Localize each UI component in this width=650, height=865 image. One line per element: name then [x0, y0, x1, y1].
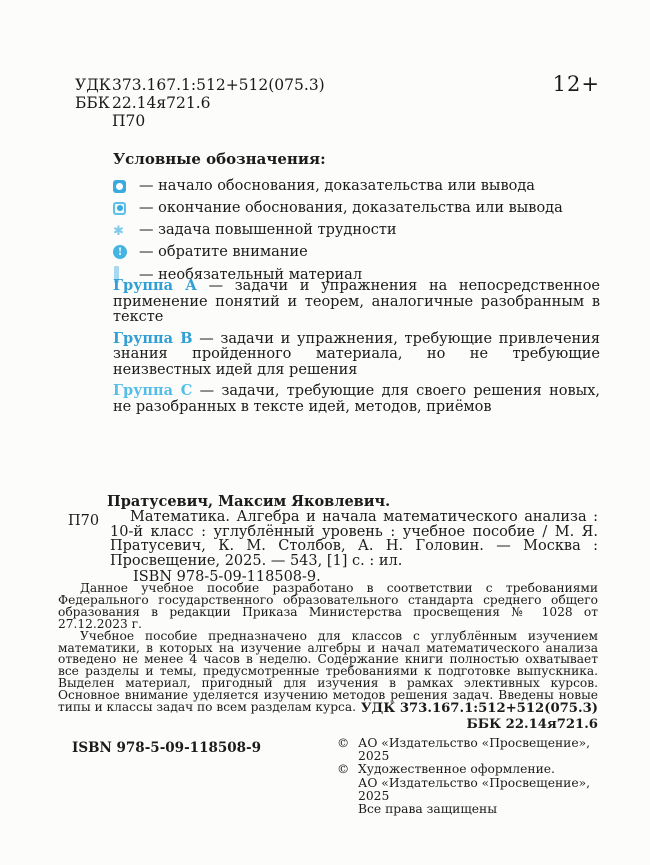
- group-b-paragraph: [113, 331, 600, 379]
- group-b-label: Группа В: [113, 329, 193, 347]
- group-b-text: — задачи и упражнения, требующие привлечения знания пройденного материала, но не требующие неизвестных идей для решения: [113, 330, 601, 378]
- begin-proof-icon: [113, 180, 126, 193]
- copyright-line: © Художественное оформление.: [337, 762, 555, 777]
- legend-item-text: — начало обоснования, доказательства или вывода: [139, 178, 535, 194]
- bottom-bibliographic-codes: [361, 701, 598, 733]
- legend-item-text: — окончание обоснования, доказательства или вывода: [139, 200, 563, 216]
- annotation-paragraph: Учебное пособие предназначено для классов с углублённым изучением математики, в которых на изучение алгебры и начал математического анализа отведено не менее 4 часов в неделю. Содержание книги полностью охватывает все разделы и темы, предусмотренные требованиями к подготовке выпускника. Выделен материал, пригодный для изучения в рамках элективных курсов. Основное внимание уделяется изучению методов решения задач. Введены новые типы и классы задач по всем разделам курса.: [58, 628, 598, 715]
- catalog-card: [68, 495, 598, 585]
- group-c-paragraph: [113, 383, 600, 415]
- group-c-label: Группа С: [113, 382, 193, 399]
- isbn-line: ISBN 978-5-09-118508-9.: [133, 568, 321, 585]
- symbols-legend: [113, 150, 600, 289]
- copyright-block: [337, 737, 609, 816]
- author-sign-code: П70: [68, 513, 100, 529]
- copyright-symbol: ©: [337, 736, 350, 750]
- udk-label: УДК: [75, 76, 111, 94]
- task-groups: [113, 278, 600, 420]
- bbk-value: 22.14я721.6: [112, 94, 211, 112]
- legend-item-text: — обратите внимание: [139, 244, 308, 260]
- copyright-line: АО «Издательство «Просвещение», 2025: [358, 775, 591, 803]
- legend-item: [113, 222, 600, 238]
- legend-title: Условные обозначения:: [113, 150, 326, 168]
- legend-item: [113, 244, 600, 260]
- group-a-text: — задачи и упражнения на непосредственное применение понятий и теорем, аналогичные разобранным в тексте: [113, 278, 601, 325]
- hard-task-asterisk-icon: [113, 225, 124, 238]
- end-proof-icon: [113, 202, 126, 215]
- bibliographic-description: Математика. Алгебра и начала математического анализа : 10-й класс : углублённый уровень : учебное пособие / М. Я. Пратусевич, К. М. Столбов, А. Н. Головин. — Москва : Просвещение, 2025. — 543, [1] с. : ил.: [110, 508, 598, 570]
- group-c-text: — задачи, требующие для своего решения новых, не разобранных в тексте идей, методов, приёмов: [113, 383, 600, 415]
- group-a-label: Группа А: [113, 277, 197, 294]
- copyright-symbol: ©: [337, 762, 350, 777]
- annotation-paragraph: Данное учебное пособие разработано в соответствии с требованиями Федерального государственного образовательного стандарта среднего общего образования в редакции Приказа Министерства просвещения № 1028 от 27.12.2023 г.: [58, 581, 598, 631]
- udk-line: УДК 373.167.1:512+512(075.3): [360, 701, 598, 716]
- legend-item: [113, 200, 600, 216]
- bbk-label: ББК: [75, 94, 110, 112]
- age-rating-badge: 12+: [552, 72, 600, 96]
- annotation: [58, 583, 598, 714]
- author-heading: Пратусевич, Максим Яковлевич.: [107, 493, 391, 510]
- attention-icon: [113, 245, 127, 259]
- copyright-line: © АО «Издательство «Просвещение», 2025: [337, 736, 591, 764]
- copyright-line: Все права защищены: [358, 802, 498, 817]
- legend-item-text: — необязательный материал: [139, 266, 363, 283]
- footer-isbn: ISBN 978-5-09-118508-9: [72, 740, 262, 756]
- udk-value: 373.167.1:512+512(075.3): [112, 76, 325, 94]
- author-sign-code: П70: [112, 112, 146, 130]
- legend-item: [113, 178, 600, 194]
- legend-item-text: — задача повышенной трудности: [139, 222, 397, 238]
- bbk-line: ББК 22.14я721.6: [466, 716, 598, 732]
- top-bibliographic-codes: [75, 76, 325, 130]
- group-a-paragraph: [113, 278, 600, 326]
